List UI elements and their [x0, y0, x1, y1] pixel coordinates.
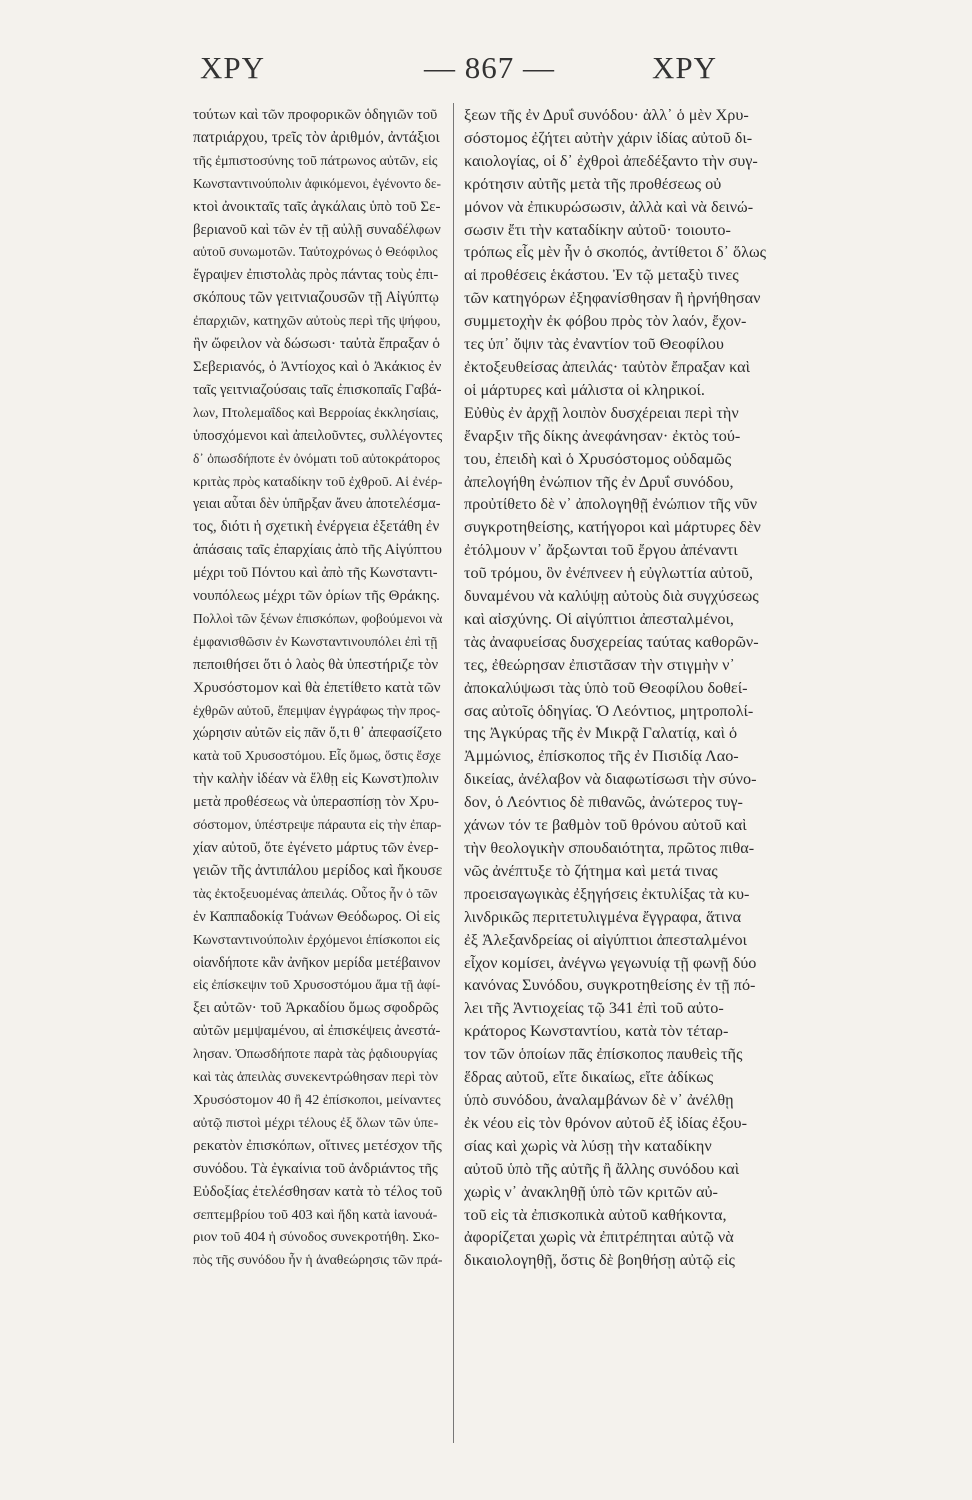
text-line: ἀποκαλύψωσι τὰς ὑπὸ τοῦ Θεοφίλου δοθεί- — [464, 678, 748, 697]
text-line: τούτων καὶ τῶν προφορικῶν ὁδηγιῶν τοῦ — [193, 107, 438, 123]
text-line: μετὰ προθέσεως νὰ ὑπερασπίσῃ τὸν Χρυ- — [193, 794, 439, 811]
text-line: χίαν αὐτοῦ, ὅτε ἐγένετο μάρτυς τῶν ἐνερ- — [193, 840, 439, 856]
text-line: ἕδρας αὐτοῦ, εἴτε δικαίως, εἴτε ἀδίκως — [464, 1068, 714, 1087]
text-line: δ᾽ ὁπωσδήποτε ἐν ὀνόματι τοῦ αὐτοκράτορος — [193, 450, 440, 466]
text-line: δικαιολογηθῇ, ὅστις δὲ βοηθήσῃ αὐτῷ εἰς — [464, 1251, 735, 1270]
text-line: ἔγραψεν ἐπιστολὰς πρὸς πάντας τοὺς ἐπι- — [193, 267, 439, 284]
text-line: πὸς τῆς συνόδου ἦν ἡ ἀναθεώρησις τῶν πρά- — [193, 1252, 442, 1268]
right-text-column — [464, 104, 866, 1272]
text-line: σόστομος ἐζήτει αὐτὴν χάριν ἰδίας αὐτοῦ δι- — [464, 128, 753, 147]
text-line: ἐχθρῶν αὐτοῦ, ἔπεμψαν ἐγγράφως τὴν προς- — [193, 702, 441, 718]
text-line: αὐτῷ πιστοὶ μέχρι τέλους ἐξ ὅλων τῶν ὑπε- — [193, 1114, 439, 1131]
text-line: δυναμένου νὰ καλύψῃ αὐτοὺς διὰ συγχύσεως — [464, 587, 759, 606]
text-line: συμμετοχὴν ἐκ φόβου πρὸς τὸν λαόν, ἔχον- — [464, 312, 747, 331]
text-line: ξει αὐτῶν· τοῦ Ἀρκαδίου ὅμως σφοδρῶς — [193, 1000, 439, 1017]
text-line: τοῦ τρόμου, ὃν ἐνέπνεεν ἡ εὐγλωττία αὐτοῦ, — [464, 564, 754, 583]
column-divider — [453, 103, 454, 1443]
text-line: κράτορος Κωνσταντίου, κατὰ τὸν τέταρ- — [464, 1022, 729, 1041]
text-line: ἀφορίζεται χωρὶς νὰ ἐπιτρέπηται αὐτῷ νὰ — [464, 1228, 734, 1247]
text-line: αὐτοῦ ὑπὸ τῆς αὐτῆς ἢ ἄλλης συνόδου καὶ — [464, 1159, 740, 1178]
text-line: ὑπὸ συνόδου, ἀναλαμβάνων δὲ ν᾽ ἀνέλθῃ — [464, 1090, 734, 1109]
text-line: τες, ἐθεώρησαν ἐπιστᾶσαν τὴν στιγμὴν ν᾽ — [464, 655, 735, 674]
text-line: κανόνας Συνόδου, συγκροτηθείσης ἐν τῇ πό- — [464, 976, 756, 995]
text-line: πεποιθήσει ὅτι ὁ λαὸς θὰ ὑπεστήριζε τὸν — [193, 656, 439, 673]
text-line: τον τῶν ὁποίων πᾶς ἐπίσκοπος παυθεὶς τῆς — [464, 1045, 743, 1064]
text-line: τὰς ἀναφυείσας δυσχερείας ταύτας καθορῶν- — [464, 632, 759, 651]
text-line: Κωνσταντινούπολιν ἀφικόμενοι, ἐγένοντο δε- — [193, 175, 442, 191]
text-line: τὴν θεολογικὴν σπουδαιότητα, πρῶτος πιθα- — [464, 839, 755, 857]
text-line: κρότησιν αὐτῆς μετὰ τῆς προθέσεως οὐ — [464, 174, 722, 193]
text-line: ἔναρξιν τῆς δίκης ἀνεφάνησαν· ἐκτὸς τού- — [464, 426, 741, 445]
text-line: σκόπους τῶν γειτνιαζουσῶν τῇ Αἰγύπτῳ — [193, 289, 439, 307]
text-line: καὶ τὰς ἀπειλὰς συνεκεντρώθησαν περὶ τὸν — [193, 1069, 439, 1086]
text-line: λει τῆς Ἀντιοχείας τῷ 341 ἐπὶ τοῦ αὐτο- — [464, 999, 724, 1018]
text-line: τῶν κατηγόρων ἐξηφανίσθησαν ἢ ἠρνήθησαν — [464, 289, 761, 308]
text-line: σίας καὶ χωρὶς νὰ λύσῃ τὴν καταδίκην — [464, 1136, 712, 1155]
text-line: χωρὶς ν᾽ ἀνακληθῇ ὑπὸ τῶν κριτῶν αὐ- — [464, 1182, 718, 1201]
text-line: ἀπελογήθη ἐνώπιον τῆς ἐν Δρυΐ συνόδου, — [464, 472, 734, 491]
text-line: εἶχον κομίσει, ἀνέγνω γεγωνυίᾳ τῇ φωνῇ δύο — [464, 953, 757, 972]
text-line: σας αὐτοῖς ὁδηγίας. Ὁ Λεόντιος, μητροπολί- — [464, 701, 754, 720]
text-line: Κωνσταντινούπολιν ἐρχόμενοι ἐπίσκοποι εἰς — [193, 931, 440, 947]
text-line: Σεβεριανός, ὁ Ἀντίοχος καὶ ὁ Ἀκάκιος ἐν — [193, 358, 442, 375]
text-line: ἐμφανισθῶσιν ἐν Κωνσταντινουπόλει ἐπὶ τῇ — [193, 633, 438, 649]
text-line: λων, Πτολεμαΐδος καὶ Βερροίας ἐκκλησίαις, — [193, 404, 439, 420]
text-line: Εὐδοξίας ἐτελέσθησαν κατὰ τὸ τέλος τοῦ — [193, 1183, 442, 1200]
text-line: αὐτοῦ συνωμοτῶν. Ταὐτοχρόνως ὁ Θεόφιλος — [193, 244, 438, 260]
text-line: γειαι αὗται δὲν ὑπῆρξαν ἄνευ ἀποτελέσμα- — [193, 496, 441, 513]
text-line: ὑποσχόμενοι καὶ ἀπειλοῦντες, συλλέγοντες — [193, 427, 442, 444]
text-line: οἱανδήποτε κἂν ἀνῆκον μερίδα μετέβαινον — [193, 954, 441, 971]
text-line: ἐξ Ἀλεξανδρείας οἱ αἰγύπτιοι ἀπεσταλμένοι — [464, 930, 747, 949]
page-number: — 867 — — [424, 50, 555, 85]
text-line: προεισαγωγικὰς ἐξηγήσεις ἐκτυλίξας τὰ κυ- — [464, 884, 750, 903]
text-line: μέχρι τοῦ Πόντου καὶ ἀπὸ τῆς Κωνσταντι- — [193, 565, 438, 582]
text-line: ἐπαρχιῶν, κατηχῶν αὐτοὺς περὶ τῆς ψήφου, — [193, 313, 441, 330]
text-line: ἐν Καππαδοκίᾳ Τυάνων Θεόδωρος. Οἱ εἰς — [193, 908, 440, 925]
text-line: κατὰ τοῦ Χρυσοστόμου. Εἷς ὅμως, ὅστις ἔσχε — [193, 748, 441, 764]
text-line: χώρησιν αὐτῶν εἰς πᾶν ὅ,τι θ᾽ ἀπεφασίζετο — [193, 725, 442, 742]
text-line: προὐτίθετο δὲ ν᾽ ἀπολογηθῇ ἐνώπιον τῆς νῦν — [464, 495, 758, 514]
text-line: Ἀμμώνιος, ἐπίσκοπος τῆς ἐν Πισιδίᾳ Λαο- — [464, 747, 739, 766]
text-line: συγκροτηθείσης, κατήγοροι καὶ μάρτυρες δὲν — [464, 518, 761, 537]
text-line: ξεων τῆς ἐν Δρυΐ συνόδου· ἀλλ᾽ ὁ μὲν Χρυ- — [464, 106, 749, 124]
text-line: σόστομον, ὑπέστρεψε πάραυτα εἰς τὴν ἐπαρ- — [193, 817, 442, 833]
text-line: δικείας, ἀνέλαβον νὰ διαφωτίσωσι τὴν σύνο- — [464, 770, 757, 789]
text-line: καὶ αἰσχύνης. Οἱ αἰγύπτιοι ἀπεσταλμένοι, — [464, 609, 734, 628]
text-line: νῶς ἀνέπτυξε τὸ ζήτημα καὶ μετά τινας — [464, 861, 718, 880]
page-header — [0, 50, 972, 100]
text-line: Χρυσόστομον καὶ θὰ ἐπετίθετο κατὰ τῶν — [193, 679, 441, 696]
text-line: βεριανοῦ καὶ τῶν ἐν τῇ αὐλῇ συναδέλφων — [193, 221, 441, 238]
text-line: ἐκ νέου εἰς τὸν θρόνον αὐτοῦ ἐξ ἰδίας ἐξου- — [464, 1113, 747, 1132]
text-line: τὰς ἐκτοξευομένας ἀπειλάς. Οὗτος ἦν ὁ τῶν — [193, 885, 438, 901]
text-line: ἁπάσαις ταῖς ἐπαρχίαις ἀπὸ τῆς Αἰγύπτου — [193, 542, 442, 559]
text-line: γειῶν τῆς ἀντιπάλου μερίδος καὶ ἤκουσε — [193, 861, 442, 879]
text-line: του, ἐπειδὴ καὶ ὁ Χρυσόστομος οὐδαμῶς — [464, 449, 732, 468]
text-line: ἐτόλμουν ν᾽ ἄρξωνται τοῦ ἔργου ἀπέναντι — [464, 541, 738, 560]
running-head-right: ΧΡΥ — [652, 50, 718, 85]
text-line: Εὐθὺς ἐν ἀρχῇ λοιπὸν δυσχέρειαι περὶ τὴν — [464, 403, 739, 422]
text-line: κτοὶ ἀνοικταῖς ταῖς ἀγκάλαις ὑπὸ τοῦ Σε- — [193, 198, 441, 215]
text-line: Χρυσόστομον 40 ἢ 42 ἐπίσκοποι, μείναντες — [193, 1091, 441, 1108]
text-line: αἱ προθέσεις ἑκάστου. Ἐν τῷ μεταξὺ τινες — [464, 266, 739, 285]
text-line: ριον τοῦ 404 ἡ σύνοδος συνεκροτήθη. Σκο- — [193, 1229, 440, 1246]
text-line: πατριάρχου, τρεῖς τὸν ἀριθμόν, ἀντάξιοι — [193, 128, 440, 146]
text-line: οἱ μάρτυρες καὶ μάλιστα οἱ κληρικοί. — [464, 380, 705, 399]
text-line: ἣν ὤφειλον νὰ δώσωσι· ταὐτὰ ἔπραξαν ὁ — [193, 336, 440, 353]
text-line: καιολογίας, οἱ δ᾽ ἐχθροὶ ἀπεδέξαντο τὴν συγ- — [464, 151, 758, 170]
text-line: λησαν. Ὁπωσδήποτε παρὰ τὰς ῥᾳδιουργίας — [193, 1046, 438, 1063]
left-text-column — [193, 104, 442, 1272]
text-line: τος, διότι ἡ σχετικὴ ἐνέργεια ἐξετάθη ἐν — [193, 518, 440, 536]
text-line: ἐκτοξευθείσας ἀπειλάς· ταὐτὸν ἔπραξαν καὶ — [464, 357, 750, 376]
text-line: τες ὑπ᾽ ὄψιν τὰς ἐναντίον τοῦ Θεοφίλου — [464, 335, 724, 354]
text-line: χάνων τόν τε βαθμὸν τοῦ θρόνου αὐτοῦ καὶ — [464, 816, 747, 835]
text-line: δον, ὁ Λεόντιος δὲ πιθανῶς, ἀνώτερος τυγ- — [464, 793, 743, 812]
text-line: κριτὰς πρὸς καταδίκην τοῦ ἐχθροῦ. Αἱ ἐνέρ- — [193, 473, 442, 490]
text-line: σεπτεμβρίου τοῦ 403 καὶ ἤδη κατὰ ἰανουά- — [193, 1206, 438, 1223]
text-line: νουπόλεως μέχρι τῶν ὁρίων τῆς Θράκης. — [193, 588, 440, 605]
text-line: τοῦ εἰς τὰ ἐπισκοπικὰ αὐτοῦ καθήκοντα, — [464, 1205, 727, 1224]
text-line: συνόδου. Τὰ ἐγκαίνια τοῦ ἀνδριάντος τῆς — [193, 1160, 438, 1177]
text-line: τρόπως εἷς μὲν ἦν ὁ σκοπός, ἀντίθετοι δ᾽ ὅλως — [464, 243, 767, 262]
text-line: μόνον νὰ ἐπικυρώσωσιν, ἀλλὰ καὶ νὰ δεινώ- — [464, 197, 754, 216]
text-line: Πολλοὶ τῶν ξένων ἐπισκόπων, φοβούμενοι νὰ — [193, 610, 442, 626]
text-line: λινδρικῶς περιτετυλιγμένα ἔγγραφα, ἅτινα — [464, 907, 742, 926]
text-line: εἰς ἐπίσκεψιν τοῦ Χρυσοστόμου ἅμα τῇ ἀφί- — [193, 977, 441, 993]
text-line: ταῖς γειτνιαζούσαις ταῖς ἐπισκοπαῖς Γαβά- — [193, 381, 442, 398]
running-head-left: ΧΡΥ — [200, 50, 266, 85]
text-line: τῆς ἐμπιστοσύνης τοῦ πάτρωνος αὐτῶν, εἰς — [193, 152, 438, 169]
text-line: ρεκατὸν ἐπισκόπων, οἵτινες μετέσχον τῆς — [193, 1137, 442, 1154]
text-line: σωσιν ἔτι τὴν καταδίκην αὐτοῦ· τοιουτο- — [464, 220, 731, 239]
text-line: τὴν καλὴν ἰδέαν νὰ ἔλθῃ εἰς Κωνστ)πολιν — [193, 771, 439, 788]
text-line: της Ἀγκύρας τῆς ἐν Μικρᾷ Γαλατίᾳ, καὶ ὁ — [464, 724, 738, 743]
text-line: αὐτῶν μεμψαμένου, αἱ ἐπισκέψεις ἀνεστά- — [193, 1023, 441, 1040]
